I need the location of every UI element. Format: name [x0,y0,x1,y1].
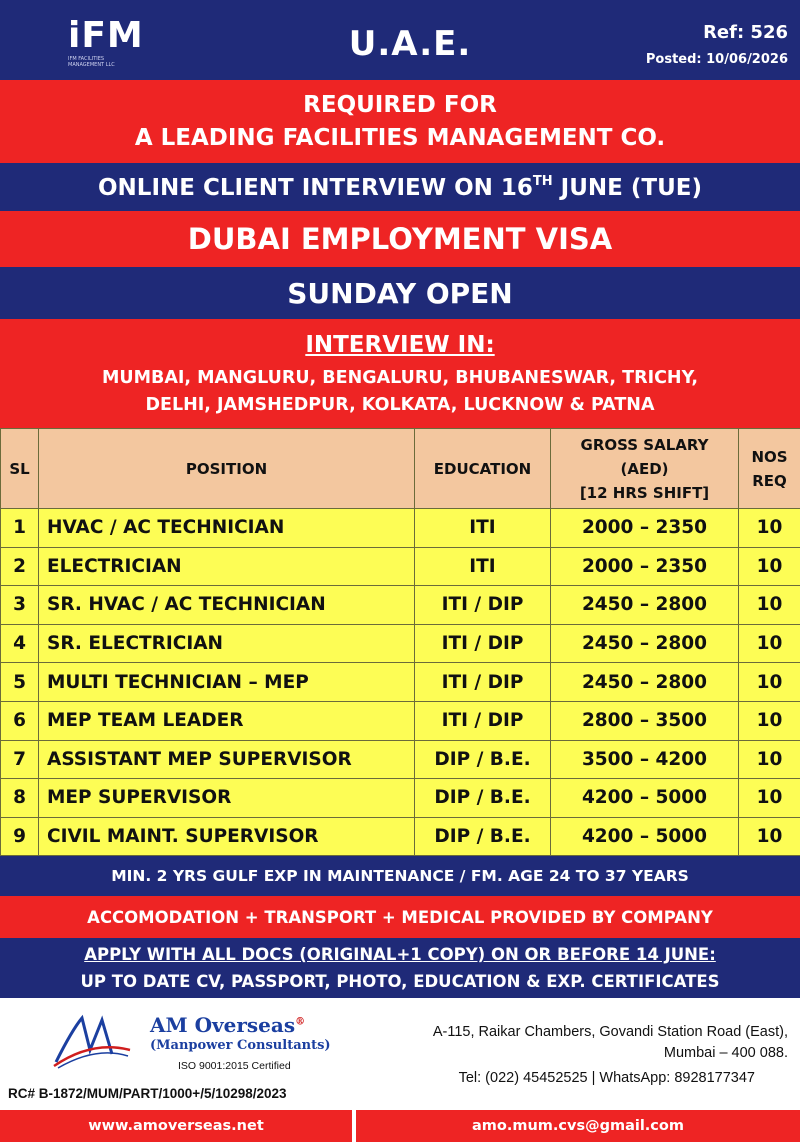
bottom-bar [0,1110,800,1142]
cell-nos: 10 [739,624,800,663]
interview-cities-line-2: DELHI, JAMSHEDPUR, KOLKATA, LUCKNOW & PATNA [145,394,655,415]
cell-salary: 4200 – 5000 [551,779,739,818]
registered-mark: ® [295,1016,306,1028]
cell-position: MEP SUPERVISOR [39,779,415,818]
cell-nos: 10 [739,701,800,740]
table-row [1,740,800,779]
cell-position: HVAC / AC TECHNICIAN [39,509,415,548]
header-salary-line-1: GROSS SALARY [580,435,709,454]
benefits-banner: ACCOMODATION + TRANSPORT + MEDICAL PROVIDED BY COMPANY [0,896,800,938]
cell-salary: 2450 – 2800 [551,586,739,625]
positions-table-wrapper [0,428,800,856]
apply-instructions [0,938,800,998]
table-header-row [1,429,800,509]
cell-sl: 1 [1,509,39,548]
header-nos-req [739,429,800,509]
contact-phone: Tel: (022) 45452525 | WhatsApp: 8928177347 [458,1070,755,1086]
ifm-logo-subtext: IFM FACILITIES MANAGEMENT LLC [68,56,115,68]
cell-salary: 2450 – 2800 [551,663,739,702]
header-salary [551,429,739,509]
header-sl: SL [1,429,39,509]
cell-nos: 10 [739,817,800,856]
table-row [1,663,800,702]
email-link[interactable]: amo.mum.cvs@gmail.com [352,1110,800,1142]
cell-education: ITI / DIP [415,624,551,663]
cell-nos: 10 [739,779,800,818]
online-interview-sup: TH [532,173,553,189]
required-line-1: REQUIRED FOR [303,91,497,118]
apply-line-2: UP TO DATE CV, PASSPORT, PHOTO, EDUCATION & EXP. CERTIFICATES [80,972,720,991]
cell-education: ITI / DIP [415,586,551,625]
country-title: U.A.E. [348,24,472,64]
cell-salary: 4200 – 5000 [551,817,739,856]
cell-sl: 9 [1,817,39,856]
header-nos-line-1: NOS [751,447,788,466]
registration-number: RC# B-1872/MUM/PART/1000+/5/10298/2023 [8,1086,287,1101]
table-row [1,547,800,586]
apply-line-1: APPLY WITH ALL DOCS (ORIGINAL+1 COPY) ON OR BEFORE 14 JUNE: [84,945,716,964]
company-name-text: AM Overseas [150,1013,296,1037]
cell-education: DIP / B.E. [415,740,551,779]
cell-education: ITI / DIP [415,663,551,702]
table-row [1,624,800,663]
am-overseas-logo-icon [52,1010,132,1070]
online-interview-banner [0,163,800,211]
header-education: EDUCATION [415,429,551,509]
interview-heading: INTERVIEW IN: [305,331,495,358]
online-interview-text [98,174,702,201]
header-position: POSITION [39,429,415,509]
online-interview-pre: ONLINE CLIENT INTERVIEW ON 16 [98,174,533,201]
header-salary-line-2: (AED) [620,459,669,478]
address-line-1: A-115, Raikar Chambers, Govandi Station Road (East), [432,1024,788,1040]
cell-salary: 2450 – 2800 [551,624,739,663]
cell-sl: 2 [1,547,39,586]
cell-position: ELECTRICIAN [39,547,415,586]
header-salary-line-3: [12 HRS SHIFT] [579,483,710,502]
posted-date: Posted: 10/06/2026 [645,52,788,67]
cell-sl: 7 [1,740,39,779]
ifm-logo [68,15,144,68]
cell-salary: 2800 – 3500 [551,701,739,740]
cell-position: ASSISTANT MEP SUPERVISOR [39,740,415,779]
cell-education: DIP / B.E. [415,779,551,818]
footer [0,998,800,1110]
cell-position: CIVIL MAINT. SUPERVISOR [39,817,415,856]
cell-education: ITI / DIP [415,701,551,740]
required-line-2: A LEADING FACILITIES MANAGEMENT CO. [134,124,666,151]
cell-education: ITI [415,547,551,586]
cell-position: MULTI TECHNICIAN – MEP [39,663,415,702]
reference-number: Ref: 526 [703,22,788,43]
interview-locations [0,319,800,428]
address-line-2: Mumbai – 400 088. [663,1045,788,1061]
table-row [1,817,800,856]
cell-salary: 2000 – 2350 [551,509,739,548]
online-interview-post: JUNE (TUE) [552,174,702,201]
ifm-logo-mark: iFM [68,15,144,56]
cell-salary: 3500 – 4200 [551,740,739,779]
cell-salary: 2000 – 2350 [551,547,739,586]
cell-education: DIP / B.E. [415,817,551,856]
sunday-open-banner: SUNDAY OPEN [0,267,800,319]
interview-cities-line-1: MUMBAI, MANGLURU, BENGALURU, BHUBANESWAR, TRICHY, [101,367,699,388]
header-bar [0,0,800,80]
table-row [1,779,800,818]
cell-sl: 6 [1,701,39,740]
cell-position: MEP TEAM LEADER [39,701,415,740]
header-nos-line-2: REQ [752,471,787,490]
cell-nos: 10 [739,663,800,702]
office-address [358,1022,788,1064]
table-row [1,701,800,740]
cell-education: ITI [415,509,551,548]
positions-table [0,428,800,856]
cell-nos: 10 [739,740,800,779]
cell-sl: 3 [1,586,39,625]
cell-nos: 10 [739,586,800,625]
table-row [1,509,800,548]
experience-requirement: MIN. 2 YRS GULF EXP IN MAINTENANCE / FM. AGE 24 TO 37 YEARS [0,856,800,896]
iso-certification: ISO 9001:2015 Certified [178,1060,291,1072]
table-row [1,586,800,625]
cell-nos: 10 [739,509,800,548]
cell-position: SR. ELECTRICIAN [39,624,415,663]
company-name [150,1013,305,1037]
cell-sl: 5 [1,663,39,702]
cell-nos: 10 [739,547,800,586]
required-for-banner [0,80,800,163]
cell-sl: 8 [1,779,39,818]
visa-banner: DUBAI EMPLOYMENT VISA [0,211,800,267]
website-link[interactable]: www.amoverseas.net [0,1110,352,1142]
cell-sl: 4 [1,624,39,663]
cell-position: SR. HVAC / AC TECHNICIAN [39,586,415,625]
company-subtitle: (Manpower Consultants) [150,1038,331,1053]
